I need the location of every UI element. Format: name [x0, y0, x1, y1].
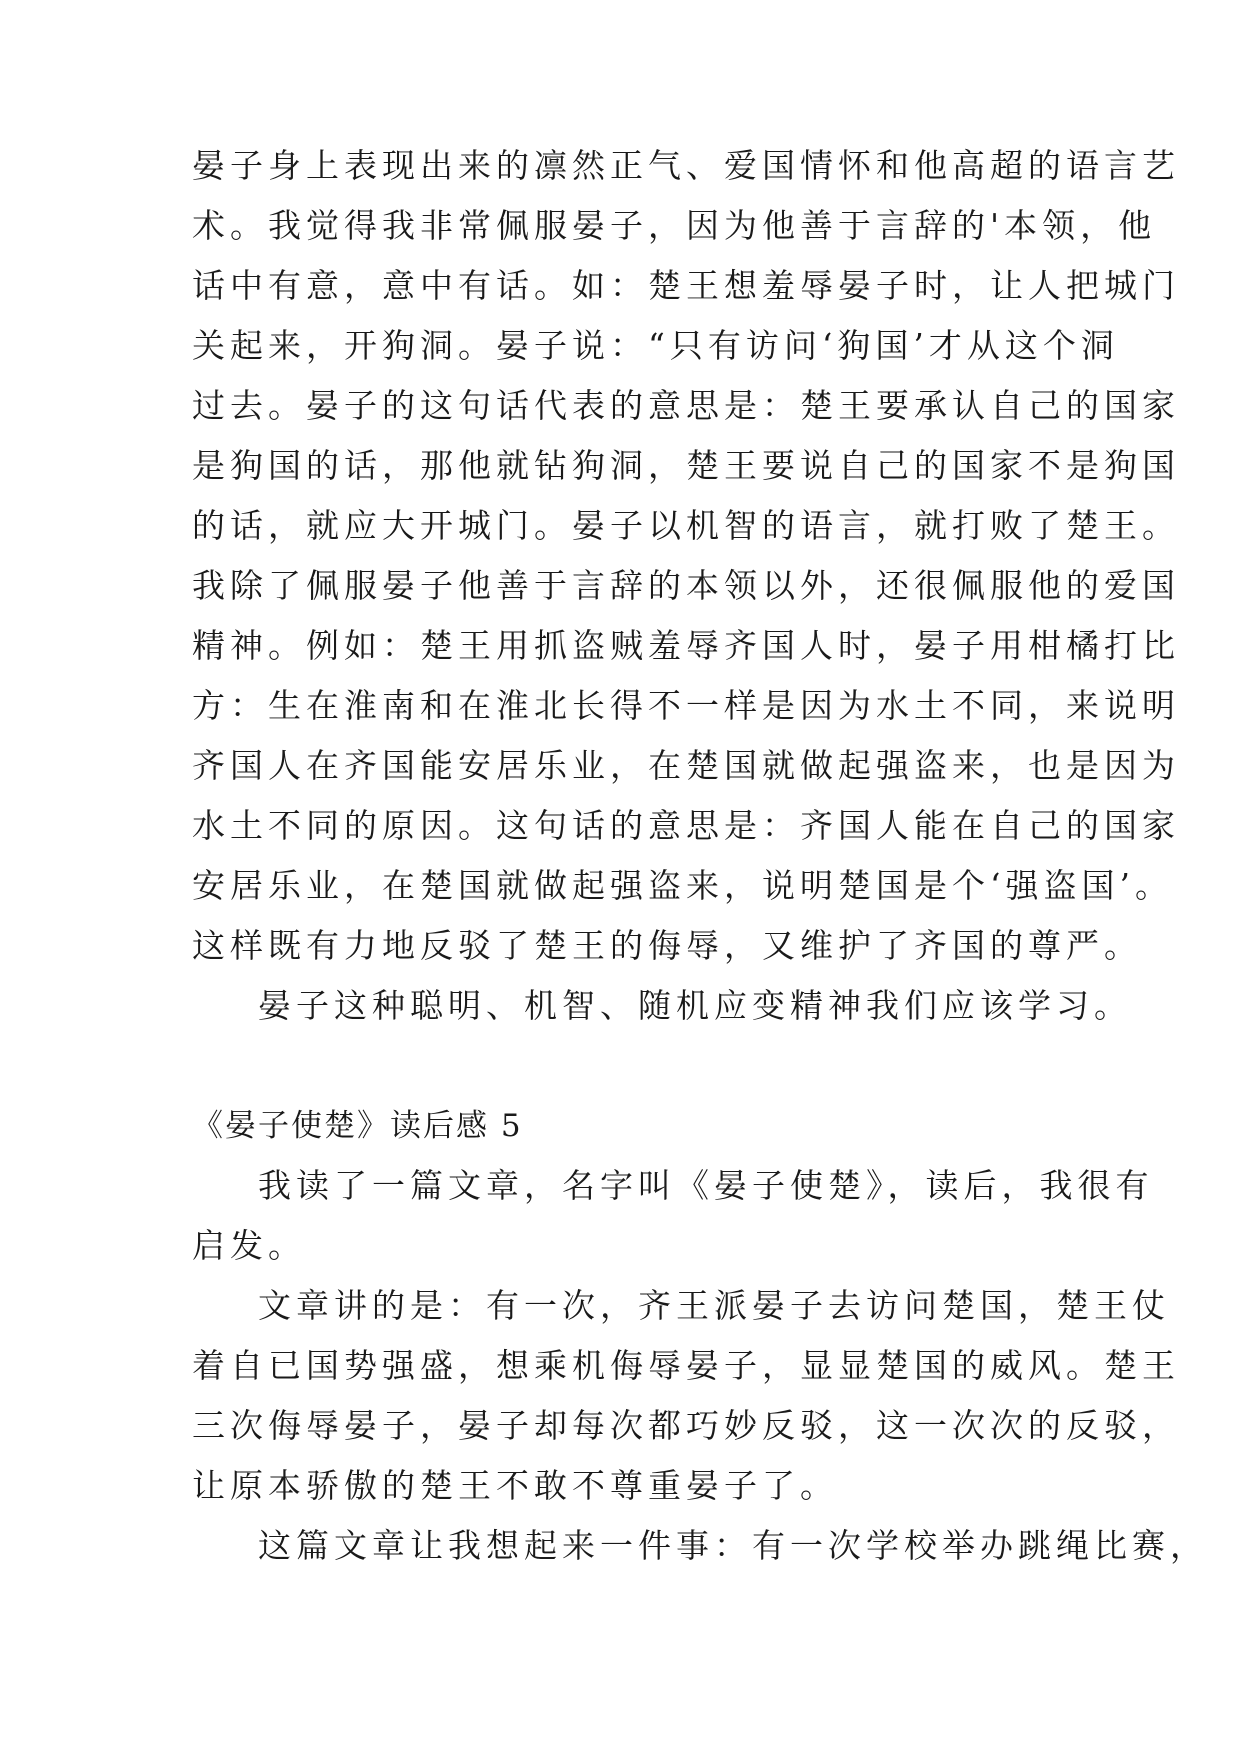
text-line: 关起来，开狗洞。晏子说：“只有访问‘狗国’才从这个洞	[192, 326, 1119, 365]
text-line: 文章讲的是：有一次，齐王派晏子去访问楚国，楚王仗	[258, 1286, 1170, 1325]
text-line: 我读了一篇文章，名字叫《晏子使楚》，读后，我很有	[258, 1166, 1154, 1205]
text-line: 过去。晏子的这句话代表的意思是：楚王要承认自己的国家	[192, 386, 1180, 425]
text-line: 的话，就应大开城门。晏子以机智的语言，就打败了楚王。	[192, 506, 1180, 545]
text-line: 着自已国势强盛，想乘机侮辱晏子，显显楚国的威风。楚王	[192, 1346, 1180, 1385]
text-line: 这样既有力地反驳了楚王的侮辱，又维护了齐国的尊严。	[192, 926, 1142, 965]
text-line: 启发。	[192, 1226, 306, 1265]
text-line: 精神。例如：楚王用抓盗贼羞辱齐国人时，晏子用柑橘打比	[192, 626, 1180, 665]
text-line: 方：生在淮南和在淮北长得不一样是因为水土不同，来说明	[192, 686, 1180, 725]
section-heading: 《晏子使楚》读后感 5	[192, 1108, 523, 1144]
text-line: 晏子这种聪明、机智、随机应变精神我们应该学习。	[258, 986, 1132, 1025]
text-line: 三次侮辱晏子，晏子却每次都巧妙反驳，这一次次的反驳，	[192, 1406, 1180, 1445]
text-line: 齐国人在齐国能安居乐业，在楚国就做起强盗来，也是因为	[192, 746, 1180, 785]
text-line: 是狗国的话，那他就钻狗洞，楚王要说自己的国家不是狗国	[192, 446, 1180, 485]
text-line: 让原本骄傲的楚王不敢不尊重晏子了。	[192, 1466, 838, 1505]
text-line: 话中有意，意中有话。如：楚王想羞辱晏子时，让人把城门	[192, 266, 1180, 305]
text-line: 术。我觉得我非常佩服晏子，因为他善于言辞的'本领，他	[192, 206, 1157, 245]
text-line: 晏子身上表现出来的凛然正气、爱国情怀和他高超的语言艺	[192, 146, 1180, 185]
text-line: 安居乐业，在楚国就做起强盗来，说明楚国是个‘强盗国’。	[192, 866, 1173, 905]
text-line: 水土不同的原因。这句话的意思是：齐国人能在自己的国家	[192, 806, 1180, 845]
text-line: 这篇文章让我想起来一件事：有一次学校举办跳绳比赛，	[258, 1526, 1208, 1565]
text-line: 我除了佩服晏子他善于言辞的本领以外，还很佩服他的爱国	[192, 566, 1180, 605]
